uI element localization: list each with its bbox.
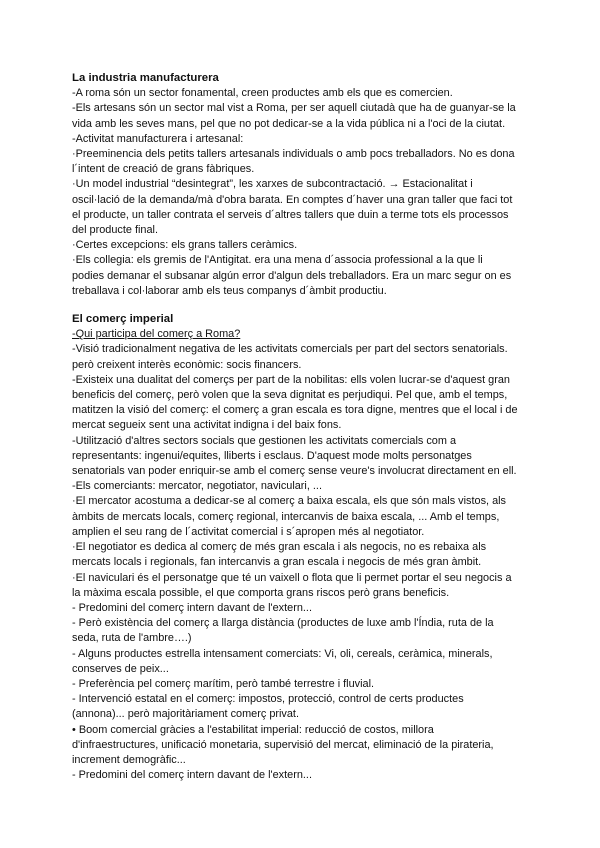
text-line: ·Preeminencia dels petits tallers artesanals individuals o amb pocs treballadors. No es dona [72, 148, 515, 161]
text-line: del producte final. [72, 224, 158, 237]
text-line: -Existeix una dualitat del comerçs per part de la nobilitas: ells volen lucrar-se d'aquest gran [72, 373, 510, 386]
text-line: -Utilització d'altres sectors socials que gestionen les activitats comercials com a [72, 434, 457, 447]
text-line: d'infraestructures, unificació monetaria, supervisió del mercat, eliminació de la pirateria, [72, 738, 494, 751]
text-line: -Visió tradicionalment negativa de les activitats comercials per part del sectors senatorials. [72, 343, 508, 356]
text-line: - Preferència pel comerç marítim, però també terrestre i fluvial. [72, 677, 375, 690]
text-line: però creixent interès econòmic: socis financers. [72, 358, 302, 371]
text-line: ·Els collegia: els gremis de l'Antigitat. era una mena d´associa professional a la que li [72, 254, 483, 267]
text-line: - Predomini del comerç intern davant de l'extern... [72, 601, 312, 614]
text-line: podies demanar el subsanar algún error d'algun dels treballadors. Era un marc segur on es [72, 269, 512, 282]
text-line: ·El mercator acostuma a dedicar-se al comerç a baixa escala, els que són mals vistos, als [72, 495, 506, 508]
text-line: - Intervenció estatal en el comerç: impostos, protecció, control de certs productes [72, 693, 464, 706]
text-line: - Predomini del comerç intern davant de l'extern... [72, 769, 312, 782]
text-line: matitzen la visió del comerç: el comerç a gran escala es tora digne, mentres que el local i de [72, 404, 518, 417]
text-line: beneficis del comerç, però volen que la seva dignitat es perjudiqui. Pel que, amb el temps, [72, 389, 508, 402]
text-line: -Activitat manufacturera i artesanal: [72, 132, 244, 145]
text-line: increment demogràfic... [72, 753, 186, 766]
text-line: amplien el seu rang de l´activitat comercial i s´apropen més al negotiator. [72, 525, 425, 538]
text-line: -Els artesans són un sector mal vist a Roma, per ser aquell ciutadà que ha de guanyar-se la [72, 102, 516, 115]
section-comerc [72, 312, 540, 783]
text-line: ·El negotiator es dedica al comerç de més gran escala i als negocis, no es rebaixa als [72, 541, 487, 554]
text-line: conserves de peix... [72, 662, 169, 675]
section-industria [72, 71, 540, 299]
text-line: àmbits de mercats locals, comerç regional, intercanvis de baixa escala, ... Amb el temps, [72, 510, 500, 523]
text-line: la màxima escala possible, el que comporta grans riscos però grans beneficis. [72, 586, 450, 599]
section-title: El comerç imperial [72, 313, 174, 326]
text-line: ·Un model industrial “desintegrat”, les xarxes de subcontractació. → Estacionalitat i [72, 178, 473, 191]
section-body [72, 342, 540, 783]
text-line: vida amb les seves mans, pel que no pot dedicar-se a la vida pública ni a l'oci de la ciutat. [72, 117, 506, 130]
section-body [72, 86, 540, 299]
text-line: - Però existència del comerç a llarga distància (productes de luxe amb l'Índia, ruta de la [72, 617, 494, 630]
text-line: senatorials van poder enriquir-se amb el comerç sense veure's involucrat directament en ell. [72, 465, 517, 478]
text-line: -Els comerciants: mercator, negotiator, naviculari, ... [72, 480, 322, 493]
text-line: • Boom comercial gràcies a l'estabilitat imperial: reducció de costos, millora [72, 723, 434, 736]
text-line: oscil·lació de la demanda/mà d'obra barata. En comptes d´haver una gran taller que faci tot [72, 193, 513, 206]
text-line: mercat segueix sent una activitat indigna i del baix fons. [72, 419, 342, 432]
section-subtitle: -Qui participa del comerç a Roma? [72, 328, 241, 341]
text-line: treballava i col·laborar amb els teus companys d´àmbit productiu. [72, 284, 387, 297]
text-line: mercats locals i regionals, fan intercanvis a gran escala i negocis de més gran àmbit. [72, 556, 482, 569]
text-line: -A roma són un sector fonamental, creen productes amb els que es comercien. [72, 87, 453, 100]
text-line: representants: ingenui/equites, lliberts i esclaus. D'aquest mode molts personatges [72, 449, 472, 462]
text-line: l´intent de creació de grans fàbriques. [72, 163, 255, 176]
text-line: - Alguns productes estrella intensament comerciats: Vi, oli, cereals, ceràmica, minerals, [72, 647, 493, 660]
text-line: el producte, un taller contrata el serveis d´altres tallers que duin a terme tots els processos [72, 208, 509, 221]
text-line: (annona)... però majoritàriament comerç privat. [72, 708, 299, 721]
text-line: ·El naviculari és el personatge que té un vaixell o flota que li permet portar el seu negocis a [72, 571, 512, 584]
text-line: ·Certes excepcions: els grans tallers ceràmics. [72, 239, 298, 252]
section-title: La industria manufacturera [72, 72, 219, 84]
text-line: seda, ruta de l'ambre….) [72, 632, 192, 645]
